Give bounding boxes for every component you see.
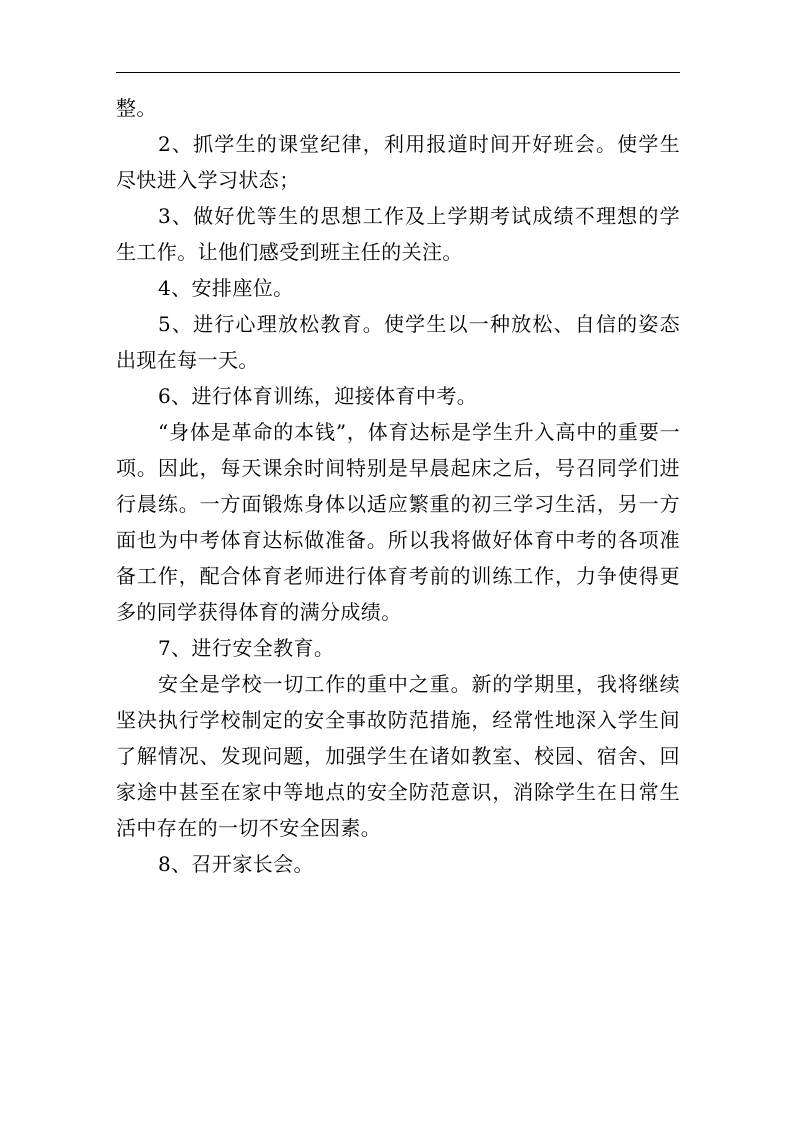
paragraph-item-6: 6、进行体育训练，迎接体育中考。: [158, 384, 478, 408]
paragraph-item-8: 8、召开家长会。: [158, 852, 314, 876]
paragraph-item-2: 2、抓学生的课堂纪律，利用报道时间开好班会。使学生尽快进入学习状态；: [116, 132, 680, 192]
document-body: [116, 90, 680, 882]
paragraph-item-3: 3、做好优等生的思想工作及上学期考试成绩不理想的学生工作。让他们感受到班主任的关注。: [116, 204, 680, 264]
paragraph-item-5: 5、进行心理放松教育。使学生以一种放松、自信的姿态出现在每一天。: [116, 312, 680, 372]
paragraph-item-7: 7、进行安全教育。: [158, 636, 335, 660]
paragraph-item-4: 4、安排座位。: [158, 276, 294, 300]
header-rule: [116, 72, 680, 73]
paragraph-safety-body: 安全是学校一切工作的重中之重。新的学期里，我将继续坚决执行学校制定的安全事故防范措施，经常性地深入学生间了解情况、发现问题，加强学生在诸如教室、校园、宿舍、回家途中甚至在家中等地点的安全防范意识，消除学生在日常生活中存在的一切不安全因素。: [116, 672, 680, 840]
paragraph-sports-body: “身体是革命的本钱”，体育达标是学生升入高中的重要一项。因此，每天课余时间特别是早晨起床之后，号召同学们进行晨练。一方面锻炼身体以适应繁重的初三学习生活，另一方面也为中考体育达标做准备。所以我将做好体育中考的各项准备工作，配合体育老师进行体育考前的训练工作，力争使得更多的同学获得体育的满分成绩。: [116, 420, 680, 624]
paragraph-continuation: 整。: [116, 96, 157, 120]
